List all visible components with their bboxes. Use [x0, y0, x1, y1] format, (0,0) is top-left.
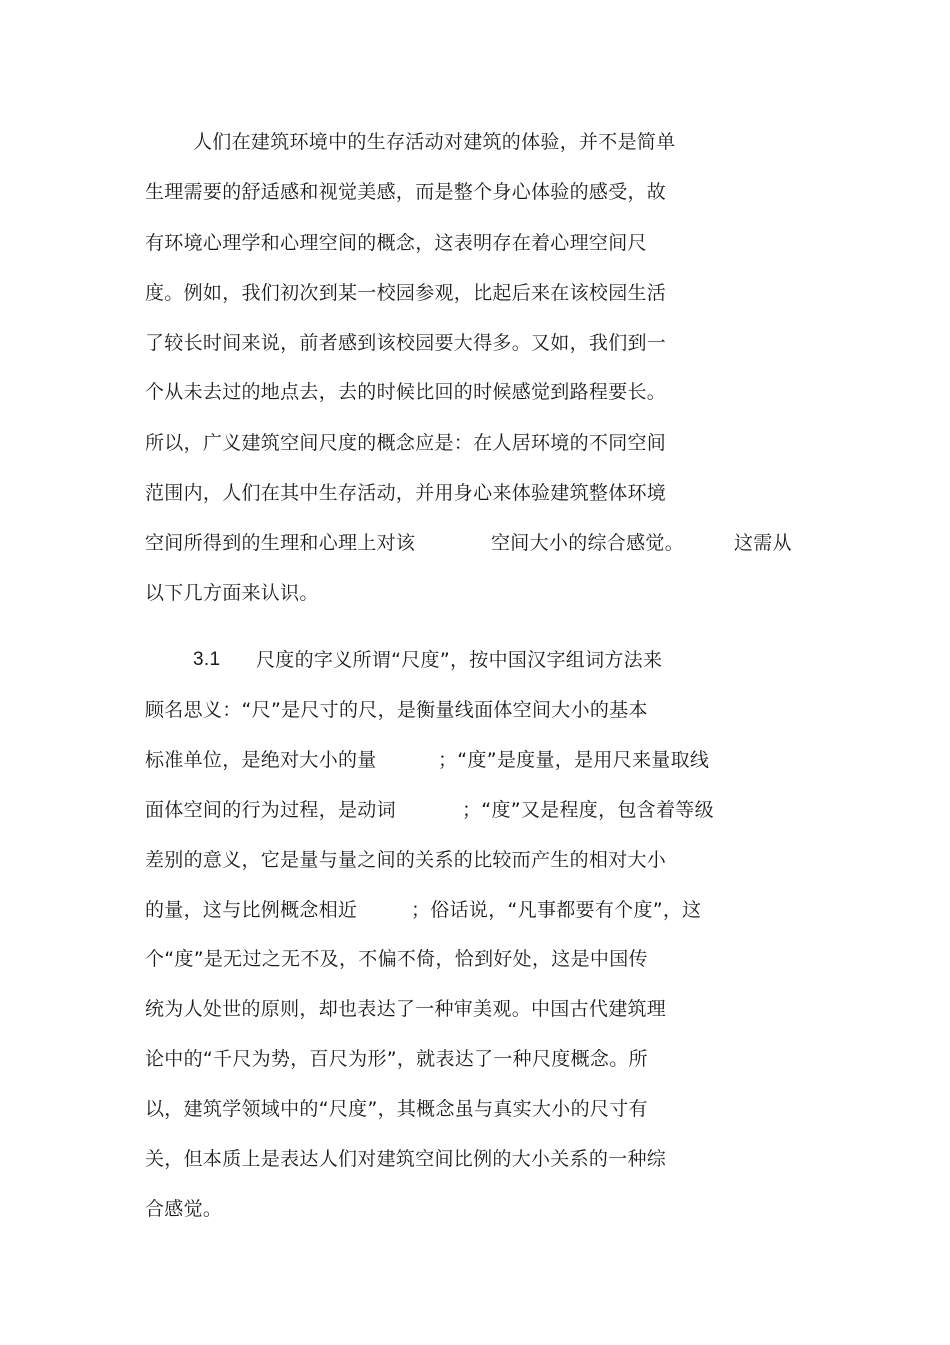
paragraph-line-split	[0, 798, 950, 822]
paragraph-line: 有环境心理学和心理空间的概念，这表明存在着心理空间尺	[145, 232, 647, 254]
paragraph-line: 度。例如，我们初次到某一校园参观，比起后来在该校园生活	[145, 282, 667, 304]
paragraph-line: 关，但本质上是表达人们对建筑空间比例的大小关系的一种综	[145, 1148, 667, 1170]
paragraph-line: 了较长时间来说，前者感到该校园要大得多。又如，我们到一	[145, 332, 667, 354]
paragraph-line: 生理需要的舒适感和视觉美感，而是整个身心体验的感受，故	[145, 181, 667, 203]
paragraph-line: 合感觉。	[145, 1198, 223, 1220]
paragraph-line: 所以，广义建筑空间尺度的概念应是：在人居环境的不同空间	[145, 432, 667, 454]
paragraph-line: 以，建筑学领域中的“尺度”，其概念虽与真实大小的尺寸有	[145, 1098, 648, 1120]
text-segment: 这需从	[734, 532, 792, 554]
text-segment: 面体空间的行为过程，是动词	[145, 799, 396, 821]
paragraph-line-split	[0, 531, 950, 555]
text-segment: 空间大小的综合感觉。	[491, 532, 685, 554]
paragraph-line-split	[0, 748, 950, 772]
paragraph-line: 人们在建筑环境中的生存活动对建筑的体验，并不是简单	[193, 131, 676, 153]
paragraph-line: 顾名思义：“尺”是尺寸的尺，是衡量线面体空间大小的基本	[145, 699, 648, 721]
text-segment: ；俗话说，“凡事都要有个度”，这	[411, 899, 702, 921]
text-segment: 标准单位，是绝对大小的量	[145, 749, 377, 771]
text-segment: 的量，这与比例概念相近	[145, 899, 358, 921]
paragraph-line: 论中的“千尺为势，百尺为形”，就表达了一种尺度概念。所	[145, 1048, 648, 1070]
text-segment: 尺度的字义所谓“尺度”，按中国汉字组词方法来	[256, 649, 663, 671]
paragraph-line: 以下几方面来认识。	[145, 582, 319, 604]
text-segment: ；“度”又是程度，包含着等级	[462, 799, 714, 821]
paragraph-line-split	[0, 898, 950, 922]
section-number: 3.1	[193, 649, 221, 670]
section-heading-line	[0, 648, 950, 672]
paragraph-line: 个从未去过的地点去，去的时候比回的时候感觉到路程要长。	[145, 381, 667, 403]
paragraph-line: 范围内，人们在其中生存活动，并用身心来体验建筑整体环境	[145, 482, 667, 504]
text-segment: ；“度”是度量，是用尺来量取线	[438, 749, 710, 771]
paragraph-line: 统为人处世的原则，却也表达了一种审美观。中国古代建筑理	[145, 998, 667, 1020]
text-segment: 空间所得到的生理和心理上对该	[145, 532, 416, 554]
paragraph-line: 差别的意义，它是量与量之间的关系的比较而产生的相对大小	[145, 849, 667, 871]
paragraph-line: 个“度”是无过之无不及，不偏不倚，恰到好处，这是中国传	[145, 948, 648, 970]
